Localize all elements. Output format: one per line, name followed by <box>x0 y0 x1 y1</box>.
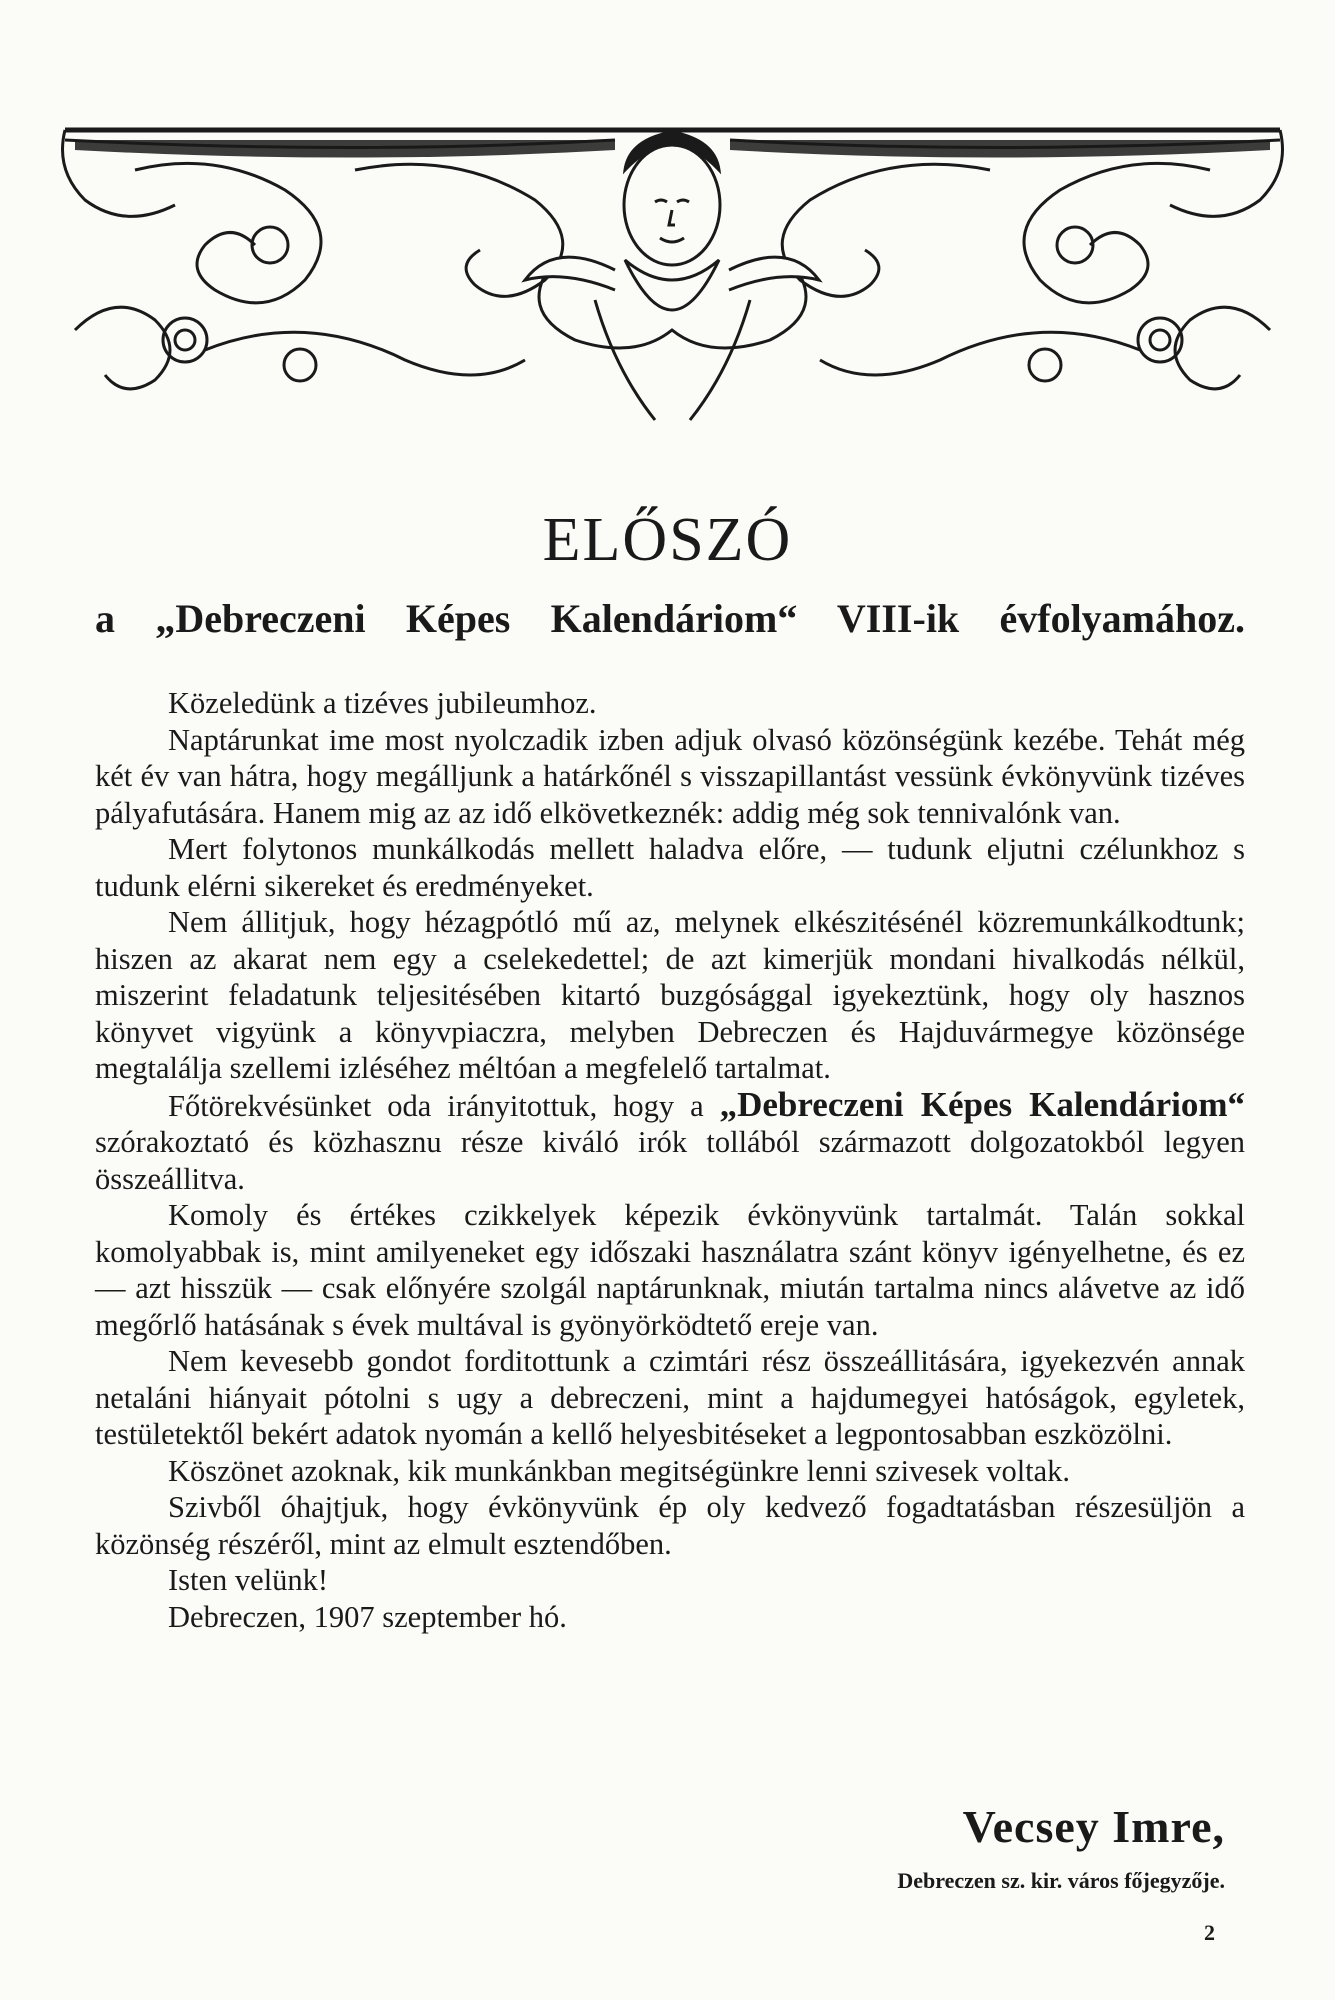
paragraph-6: Komoly és értékes czikkelyek képezik évkönyvünk tartalmát. Talán sokkal komolyabbak is, mint amilyeneket egy időszaki használatra szánt könyv igényelhetne, és ez — azt hisszük — csak előnyére szolgál naptárunknak, miután tartalma nincs alávetve az idő megőrlő hatásának s évek multával is gyönyörködtető ereje van. <box>95 1198 1245 1342</box>
paragraph-10: Isten velünk! <box>168 1563 329 1597</box>
signature-role: Debreczen sz. kir. város főjegyzője. <box>897 1868 1225 1893</box>
preface-body <box>95 685 1245 1635</box>
page-title: ELŐSZÓ <box>542 506 793 574</box>
paragraph-5-after: szórakoztató és közhasznu része kiváló irók tollából származott dolgozatokból legyen összeállitva. <box>95 1125 1245 1196</box>
paragraph-5 <box>95 1084 1246 1198</box>
paragraph-5-bold: „Debreczeni Képes Kalendáriom“ <box>719 1084 1246 1124</box>
paragraph-2: Naptárunkat ime most nyolczadik izben adjuk olvasó közönségünk kezébe. Tehát még két év van hátra, hogy megálljunk a határkőnél s visszapillantást vessünk évkönyvünk tizéves pályafutására. Hanem mig az az idő elkövetkeznék: addig még sok tennivalónk van. <box>95 722 1245 830</box>
paragraph-9: Szivből óhajtjuk, hogy évkönyvünk ép oly kedvező fogadtatásban részesüljön a közönség részéről, mint az elmult esztendőben. <box>95 1490 1245 1561</box>
paragraph-1: Közeledünk a tizéves jubileumhoz. <box>168 686 597 720</box>
paragraph-11: Debreczen, 1907 szeptember hó. <box>168 1599 567 1634</box>
paragraph-8: Köszönet azoknak, kik munkánkban megitségünkre lenni szivesek voltak. <box>168 1453 1071 1488</box>
paragraph-4: Nem állitjuk, hogy hézagpótló mű az, melynek elkészitésénél közremunkálkodtunk; hiszen az akarat nem egy a cselekedettel; de azt kimerjük mondani hivalkodás nélkül, miszerint feladatunk teljesitésében kitartó buzgósággal igyekeztünk, hogy oly hasznos könyvet vigyünk a könyvpiaczra, melyben Debreczen és Hajduvármegye közönsége megtalálja szellemi izléséhez méltóan a megfelelő tartalmat. <box>95 905 1245 1085</box>
paragraph-3: Mert folytonos munkálkodás mellett haladva előre, — tudunk eljutni czélunkhoz s tudunk elérni sikereket és eredményeket. <box>95 832 1245 903</box>
decorative-ornament-header <box>55 110 1290 430</box>
page-subtitle: a „Debreczeni Képes Kalendáriom“ VIII-ik évfolyamához. <box>95 596 1245 641</box>
paragraph-7: Nem kevesebb gondot forditottunk a czimtári rész összeállitására, igyekezvén annak netaláni hiányait pótolni s ugy a debreczeni, mint a hajdumegyei hatóságok, egyletek, testületektől bekért adatok nyomán a kellő helyesbitéseket a legpontosabban eszközölni. <box>95 1344 1245 1451</box>
page-number: 2 <box>1204 1920 1215 1945</box>
signature-name: Vecsey Imre, <box>962 1801 1225 1852</box>
paragraph-5-before: Főtörekvésünket oda irányitottuk, hogy a <box>168 1088 720 1123</box>
